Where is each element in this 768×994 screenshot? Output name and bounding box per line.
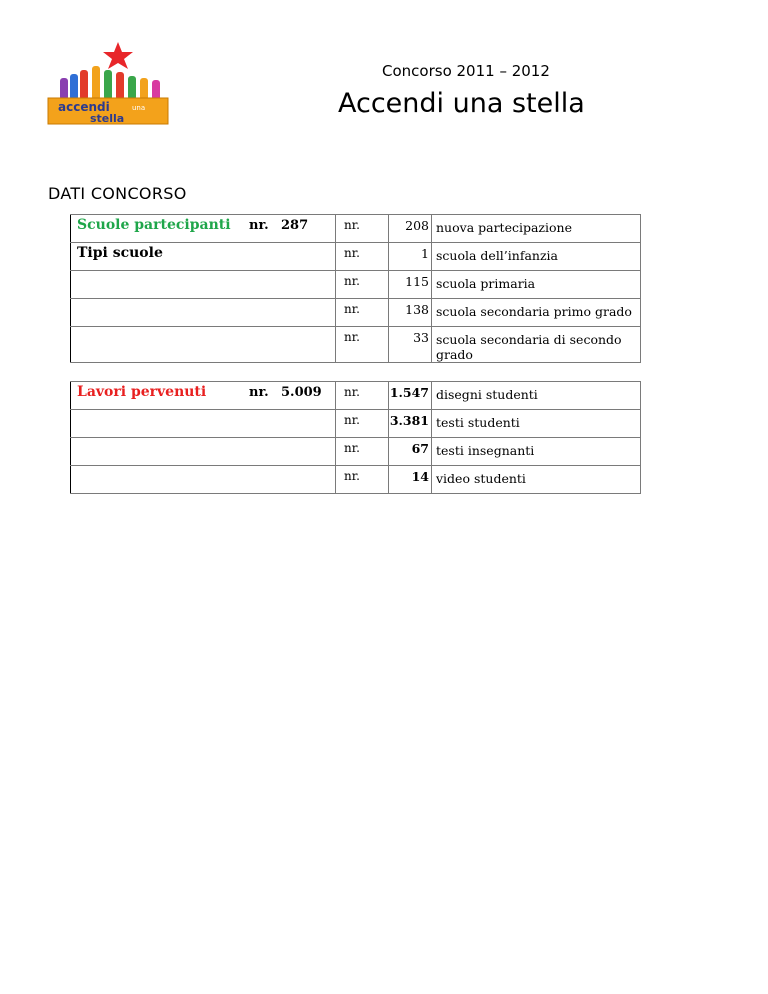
table-row [71, 438, 641, 466]
logo-text-accendi: accendi [58, 100, 110, 114]
nr-label: nr. [336, 271, 389, 299]
row-description: nuova partecipazione [432, 215, 641, 243]
table-row [71, 299, 641, 327]
logo-text-una: una [132, 104, 146, 112]
page-title: Accendi una stella [338, 88, 585, 119]
empty-cell [71, 271, 336, 299]
section-title: DATI CONCORSO [48, 184, 187, 203]
nr-label: nr. [336, 438, 389, 466]
table-row [71, 327, 641, 363]
row-description: scuola secondaria primo grado [432, 299, 641, 327]
accendi-una-stella-logo [40, 40, 170, 126]
row-value: 1 [389, 243, 432, 271]
nr-label: nr. [336, 466, 389, 494]
nr-label: nr. [336, 327, 389, 363]
table-row [71, 382, 641, 410]
row-description: scuola dell’infanzia [432, 243, 641, 271]
table-row [71, 410, 641, 438]
row-value: 115 [389, 271, 432, 299]
row-value: 3.381 [389, 410, 432, 438]
nr-label: nr. [336, 382, 389, 410]
nr-label: nr. [336, 243, 389, 271]
works-label-cell [71, 382, 336, 410]
nr-label: nr. [336, 299, 389, 327]
row-value: 1.547 [389, 382, 432, 410]
schools-total-prefix: nr. [249, 218, 269, 233]
contest-subtitle: Concorso 2011 – 2012 [382, 62, 550, 80]
row-value: 208 [389, 215, 432, 243]
schools-table [70, 214, 641, 363]
row-value: 33 [389, 327, 432, 363]
row-description: scuola secondaria di secondo grado [432, 327, 641, 363]
nr-label: nr. [336, 215, 389, 243]
empty-cell [71, 466, 336, 494]
row-description: disegni studenti [432, 382, 641, 410]
row-description: testi studenti [432, 410, 641, 438]
school-types-label-cell [71, 243, 336, 271]
schools-total: 287 [281, 218, 309, 233]
works-label: Lavori pervenuti [77, 384, 207, 400]
works-table [70, 381, 641, 494]
table-row [71, 466, 641, 494]
table-row [71, 243, 641, 271]
empty-cell [71, 410, 336, 438]
row-value: 67 [389, 438, 432, 466]
star-icon [103, 42, 133, 69]
table-row [71, 271, 641, 299]
row-description: testi insegnanti [432, 438, 641, 466]
works-total-prefix: nr. [249, 385, 269, 400]
schools-label: Scuole partecipanti [77, 217, 231, 233]
row-description: scuola primaria [432, 271, 641, 299]
row-description: video studenti [432, 466, 641, 494]
works-total: 5.009 [281, 385, 322, 400]
table-row [71, 215, 641, 243]
row-value: 14 [389, 466, 432, 494]
empty-cell [71, 438, 336, 466]
school-types-label: Tipi scuole [77, 245, 163, 261]
logo-text-stella: stella [90, 112, 125, 125]
schools-label-cell [71, 215, 336, 243]
nr-label: nr. [336, 410, 389, 438]
empty-cell [71, 299, 336, 327]
empty-cell [71, 327, 336, 363]
row-value: 138 [389, 299, 432, 327]
